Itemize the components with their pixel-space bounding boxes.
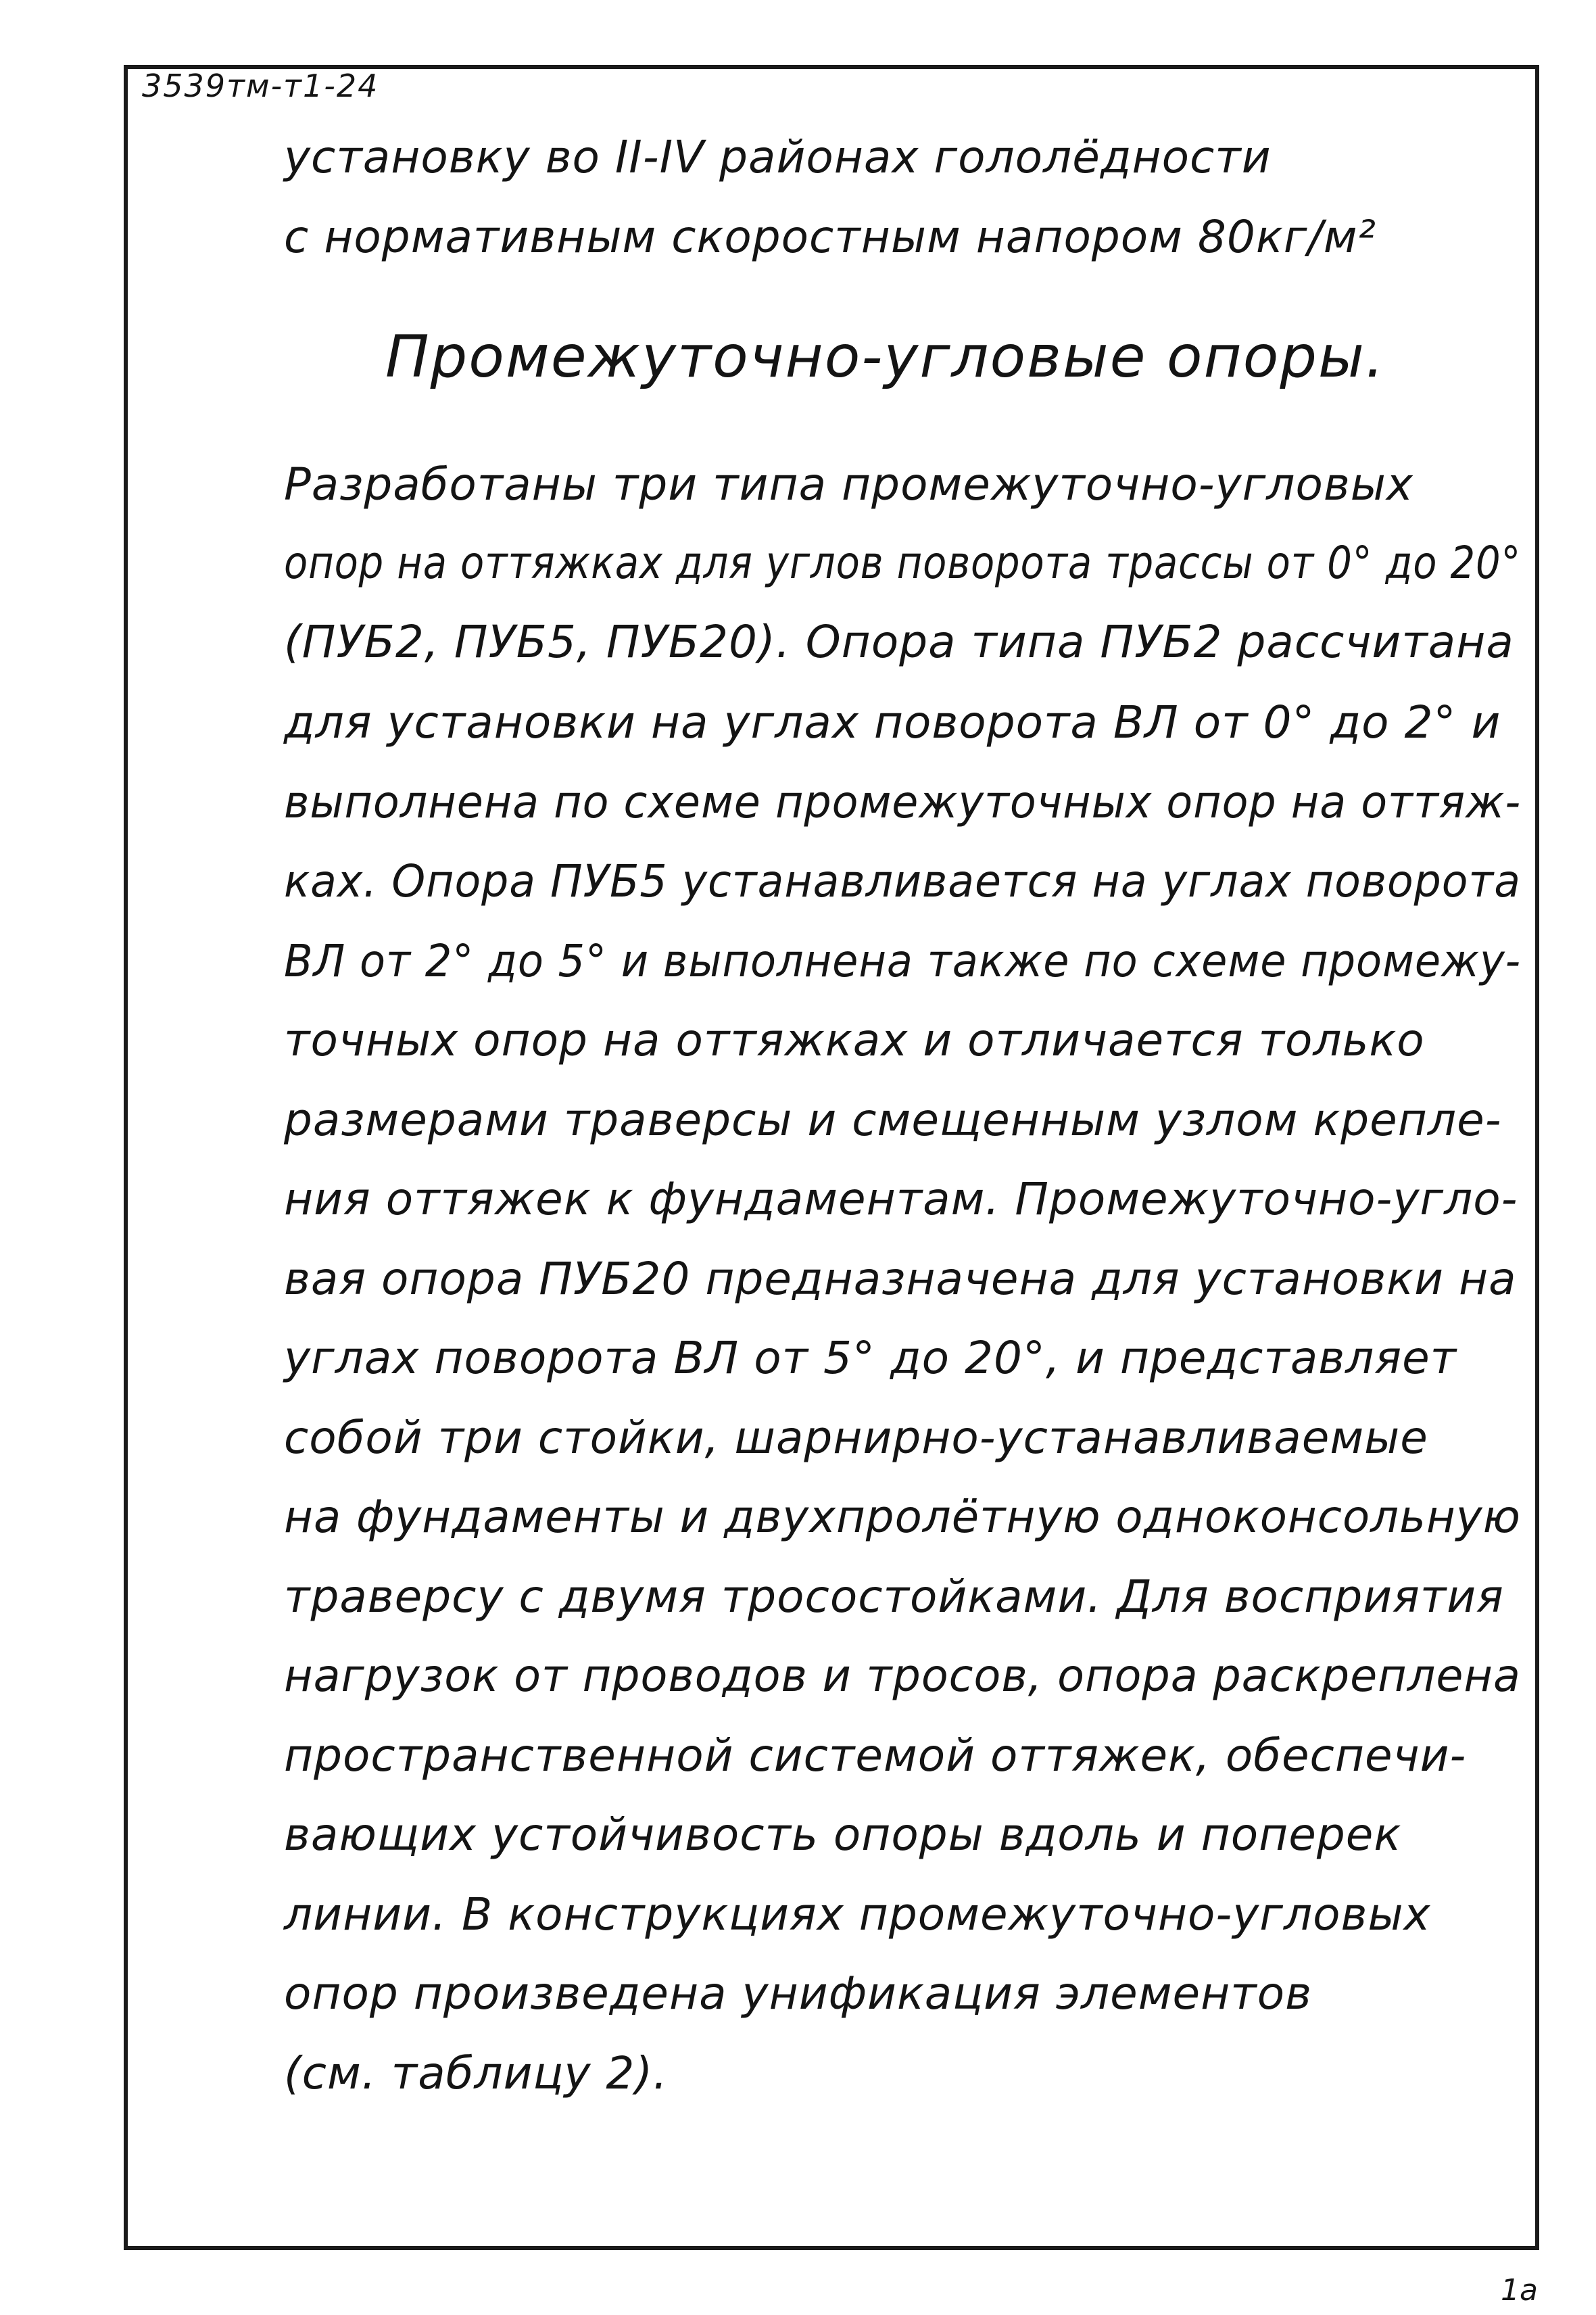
section-title: Промежуточно-угловые опоры.: [385, 323, 1386, 391]
body-line: нагрузок от проводов и тросов, опора раскреплена: [284, 1650, 1521, 1702]
body-line: линии. В конструкциях промежуточно-угловых: [284, 1888, 1431, 1940]
body-line: на фундаменты и двухпролётную одноконсольную: [284, 1491, 1521, 1543]
document-code: 3539тм-т1-24: [142, 68, 379, 104]
body-line: траверсу с двумя тросостойками. Для восприятия: [284, 1571, 1504, 1623]
body-line: пространственной системой оттяжек, обеспечи-: [284, 1729, 1467, 1782]
body-line: ВЛ от 2° до 5° и выполнена также по схеме промежу-: [284, 935, 1522, 987]
body-line: (см. таблицу 2).: [284, 2047, 669, 2099]
intro-line: с нормативным скоростным напором 80кг/м²: [284, 211, 1376, 263]
body-line: точных опор на оттяжках и отличается только: [284, 1014, 1425, 1066]
body-line: выполнена по схеме промежуточных опор на оттяж-: [284, 776, 1522, 828]
body-line: (ПУБ2, ПУБ5, ПУБ20). Опора типа ПУБ2 рассчитана: [284, 616, 1514, 668]
body-line: ния оттяжек к фундаментам. Промежуточно-угло-: [284, 1173, 1518, 1225]
body-line: опор произведена унификация элементов: [284, 1967, 1313, 2020]
intro-line: установку во II-IV районах гололёдности: [284, 131, 1272, 183]
body-line: Разработаны три типа промежуточно-угловых: [284, 458, 1413, 510]
body-line: для установки на углах поворота ВЛ от 0° до 2° и: [284, 696, 1501, 748]
body-line: опор на оттяжках для углов поворота трассы от 0° до 20°: [284, 537, 1522, 589]
body-line: размерами траверсы и смещенным узлом крепле-: [284, 1094, 1502, 1146]
page-number: 1а: [1501, 2273, 1538, 2308]
body-line: углах поворота ВЛ от 5° до 20°, и представляет: [284, 1332, 1457, 1384]
body-line: вая опора ПУБ20 предназначена для установки на: [284, 1253, 1517, 1305]
body-line: собой три стойки, шарнирно-устанавливаемые: [284, 1412, 1428, 1464]
body-line: ках. Опора ПУБ5 устанавливается на углах поворота: [284, 855, 1521, 907]
body-line: вающих устойчивость опоры вдоль и поперек: [284, 1809, 1402, 1861]
